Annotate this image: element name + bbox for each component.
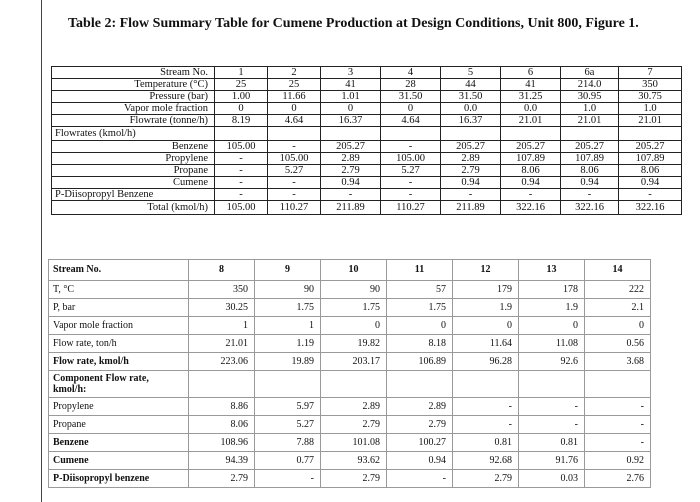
lower-cell xyxy=(519,371,585,398)
upper-cell: - xyxy=(441,189,501,201)
upper-cell: - xyxy=(381,189,441,201)
upper-cell: - xyxy=(501,189,561,201)
upper-cell xyxy=(381,127,441,141)
lower-cell: 222 xyxy=(585,281,651,299)
upper-cell: 0 xyxy=(268,103,321,115)
lower-cell: 92.68 xyxy=(453,452,519,470)
lower-cell: 0.77 xyxy=(255,452,321,470)
lower-cell: 2.79 xyxy=(453,470,519,488)
lower-cell: 21.01 xyxy=(189,335,255,353)
lower-cell: 1.9 xyxy=(519,299,585,317)
upper-cell: 1.01 xyxy=(321,91,381,103)
upper-cell: - xyxy=(619,189,682,201)
upper-cell: 107.89 xyxy=(561,153,619,165)
upper-cell: - xyxy=(268,177,321,189)
lower-cell: 7.88 xyxy=(255,434,321,452)
upper-row-label: Pressure (bar) xyxy=(52,91,215,103)
upper-cell: 31.25 xyxy=(501,91,561,103)
upper-cell: 25 xyxy=(215,79,268,91)
upper-cell: 6a xyxy=(561,67,619,79)
upper-cell: - xyxy=(268,189,321,201)
upper-cell: 322.16 xyxy=(561,201,619,215)
upper-cell: - xyxy=(268,141,321,153)
lower-row-label: P, bar xyxy=(49,299,189,317)
upper-cell: 205.27 xyxy=(501,141,561,153)
upper-cell: - xyxy=(381,177,441,189)
upper-cell: 105.00 xyxy=(381,153,441,165)
lower-cell: 30.25 xyxy=(189,299,255,317)
upper-cell: 11.66 xyxy=(268,91,321,103)
lower-cell: - xyxy=(585,398,651,416)
upper-flow-table xyxy=(51,66,682,215)
lower-cell: 96.28 xyxy=(453,353,519,371)
upper-cell: 21.01 xyxy=(501,115,561,127)
lower-cell: 2.79 xyxy=(321,470,387,488)
lower-cell: 178 xyxy=(519,281,585,299)
lower-cell: 101.08 xyxy=(321,434,387,452)
upper-cell: 21.01 xyxy=(561,115,619,127)
upper-row-label: Propylene xyxy=(52,153,215,165)
lower-row-label: T, °C xyxy=(49,281,189,299)
upper-cell: - xyxy=(215,189,268,201)
upper-cell: 0.94 xyxy=(561,177,619,189)
upper-cell xyxy=(321,127,381,141)
lower-header-stream: 11 xyxy=(387,260,453,281)
upper-cell: 5.27 xyxy=(268,165,321,177)
upper-table-row xyxy=(52,189,682,201)
lower-cell xyxy=(189,371,255,398)
upper-cell: 31.50 xyxy=(441,91,501,103)
upper-cell: 0 xyxy=(215,103,268,115)
lower-cell: 0 xyxy=(387,317,453,335)
lower-table-row xyxy=(49,353,651,371)
lower-cell: 8.86 xyxy=(189,398,255,416)
lower-cell: 0 xyxy=(519,317,585,335)
lower-cell: 2.79 xyxy=(321,416,387,434)
lower-header-stream: 12 xyxy=(453,260,519,281)
lower-cell: 3.68 xyxy=(585,353,651,371)
upper-cell: 41 xyxy=(501,79,561,91)
lower-cell: 2.79 xyxy=(189,470,255,488)
upper-cell: 0 xyxy=(381,103,441,115)
lower-cell: 19.82 xyxy=(321,335,387,353)
upper-cell: 1.00 xyxy=(215,91,268,103)
lower-cell: - xyxy=(453,416,519,434)
upper-table-row xyxy=(52,67,682,79)
upper-cell: 0.94 xyxy=(441,177,501,189)
lower-cell: 1.75 xyxy=(387,299,453,317)
upper-row-label: P-Diisopropyl Benzene xyxy=(52,189,215,201)
upper-row-label: Total (kmol/h) xyxy=(52,201,215,215)
upper-row-label: Cumene xyxy=(52,177,215,189)
upper-cell: 0.0 xyxy=(501,103,561,115)
lower-table-row xyxy=(49,281,651,299)
upper-cell: 4.64 xyxy=(268,115,321,127)
lower-row-label: Flow rate, kmol/h xyxy=(49,353,189,371)
lower-cell xyxy=(255,371,321,398)
lower-header-row xyxy=(49,260,651,281)
lower-table-row xyxy=(49,299,651,317)
upper-cell: 0.0 xyxy=(441,103,501,115)
upper-cell: 5.27 xyxy=(381,165,441,177)
upper-cell: 322.16 xyxy=(619,201,682,215)
lower-cell: 0.81 xyxy=(453,434,519,452)
lower-cell: 1.19 xyxy=(255,335,321,353)
upper-cell xyxy=(441,127,501,141)
lower-cell: 90 xyxy=(255,281,321,299)
lower-cell: 350 xyxy=(189,281,255,299)
upper-cell: 2 xyxy=(268,67,321,79)
lower-table-row xyxy=(49,335,651,353)
upper-cell: 105.00 xyxy=(215,201,268,215)
lower-header-stream: 13 xyxy=(519,260,585,281)
upper-cell: 8.06 xyxy=(501,165,561,177)
lower-row-label: Benzene xyxy=(49,434,189,452)
upper-cell: 205.27 xyxy=(441,141,501,153)
upper-table-row xyxy=(52,201,682,215)
upper-cell: 3 xyxy=(321,67,381,79)
lower-header-stream: 10 xyxy=(321,260,387,281)
lower-cell: 8.18 xyxy=(387,335,453,353)
lower-row-label: Propane xyxy=(49,416,189,434)
upper-cell: 1 xyxy=(215,67,268,79)
upper-cell: 4.64 xyxy=(381,115,441,127)
upper-cell xyxy=(268,127,321,141)
lower-cell: 203.17 xyxy=(321,353,387,371)
upper-cell: 5 xyxy=(441,67,501,79)
lower-row-label: P-Diisopropyl benzene xyxy=(49,470,189,488)
lower-cell: - xyxy=(387,470,453,488)
upper-cell: 205.27 xyxy=(561,141,619,153)
upper-cell: 110.27 xyxy=(268,201,321,215)
lower-row-label: Propylene xyxy=(49,398,189,416)
lower-table-row xyxy=(49,416,651,434)
upper-cell: 41 xyxy=(321,79,381,91)
upper-cell: - xyxy=(215,153,268,165)
upper-table-row xyxy=(52,79,682,91)
lower-cell: 1 xyxy=(255,317,321,335)
upper-cell: - xyxy=(381,141,441,153)
upper-cell: 214.0 xyxy=(561,79,619,91)
upper-table-row xyxy=(52,153,682,165)
upper-cell: 1.0 xyxy=(561,103,619,115)
upper-cell: 8.06 xyxy=(561,165,619,177)
lower-cell: 2.1 xyxy=(585,299,651,317)
upper-cell: 25 xyxy=(268,79,321,91)
lower-cell: 11.08 xyxy=(519,335,585,353)
upper-cell: 8.06 xyxy=(619,165,682,177)
lower-cell: 223.06 xyxy=(189,353,255,371)
lower-header-stream: 8 xyxy=(189,260,255,281)
lower-cell: 0.03 xyxy=(519,470,585,488)
lower-cell: - xyxy=(519,398,585,416)
upper-cell: 205.27 xyxy=(321,141,381,153)
lower-cell: 93.62 xyxy=(321,452,387,470)
lower-cell: 0.92 xyxy=(585,452,651,470)
lower-cell: - xyxy=(585,434,651,452)
upper-row-label: Flowrate (tonne/h) xyxy=(52,115,215,127)
lower-cell: 0 xyxy=(585,317,651,335)
lower-cell: 8.06 xyxy=(189,416,255,434)
lower-cell: 2.76 xyxy=(585,470,651,488)
upper-row-label: Flowrates (kmol/h) xyxy=(52,127,215,141)
upper-table-row xyxy=(52,103,682,115)
lower-header-label: Stream No. xyxy=(49,260,189,281)
lower-cell: 0.94 xyxy=(387,452,453,470)
upper-cell xyxy=(215,127,268,141)
upper-row-label: Stream No. xyxy=(52,67,215,79)
lower-cell: - xyxy=(519,416,585,434)
lower-cell: 179 xyxy=(453,281,519,299)
page-border xyxy=(41,0,42,502)
upper-cell: 105.00 xyxy=(215,141,268,153)
lower-cell xyxy=(585,371,651,398)
upper-cell xyxy=(619,127,682,141)
lower-table-row xyxy=(49,398,651,416)
upper-cell: 2.89 xyxy=(321,153,381,165)
upper-cell: 322.16 xyxy=(501,201,561,215)
upper-cell: 16.37 xyxy=(321,115,381,127)
upper-table-row xyxy=(52,127,682,141)
upper-cell: 1.0 xyxy=(619,103,682,115)
upper-cell: - xyxy=(215,165,268,177)
lower-row-label: Vapor mole fraction xyxy=(49,317,189,335)
lower-row-label: Component Flow rate, kmol/h: xyxy=(49,371,189,398)
upper-cell: 8.19 xyxy=(215,115,268,127)
lower-cell: 1.75 xyxy=(321,299,387,317)
upper-cell: 110.27 xyxy=(381,201,441,215)
upper-cell: - xyxy=(561,189,619,201)
lower-cell: 5.27 xyxy=(255,416,321,434)
upper-row-label: Temperature (°C) xyxy=(52,79,215,91)
lower-cell: 2.89 xyxy=(321,398,387,416)
lower-cell: - xyxy=(453,398,519,416)
lower-table-row xyxy=(49,317,651,335)
upper-cell: 107.89 xyxy=(619,153,682,165)
lower-cell: 92.6 xyxy=(519,353,585,371)
lower-cell: 2.79 xyxy=(387,416,453,434)
lower-table-row xyxy=(49,470,651,488)
table-title: Table 2: Flow Summary Table for Cumene Production at Design Conditions, Unit 800, Figure 1. xyxy=(68,16,639,31)
lower-cell: 5.97 xyxy=(255,398,321,416)
upper-cell: 211.89 xyxy=(321,201,381,215)
upper-table-row xyxy=(52,115,682,127)
lower-cell: 0.81 xyxy=(519,434,585,452)
lower-header-stream: 9 xyxy=(255,260,321,281)
lower-cell: 11.64 xyxy=(453,335,519,353)
upper-cell: 16.37 xyxy=(441,115,501,127)
upper-table-row xyxy=(52,141,682,153)
lower-cell: - xyxy=(585,416,651,434)
lower-cell: 100.27 xyxy=(387,434,453,452)
lower-row-label: Cumene xyxy=(49,452,189,470)
lower-cell: 19.89 xyxy=(255,353,321,371)
upper-table-row xyxy=(52,165,682,177)
upper-cell: 4 xyxy=(381,67,441,79)
lower-cell: 106.89 xyxy=(387,353,453,371)
upper-table-row xyxy=(52,91,682,103)
upper-cell: 28 xyxy=(381,79,441,91)
upper-cell: 105.00 xyxy=(268,153,321,165)
upper-cell: 2.79 xyxy=(321,165,381,177)
lower-cell: 57 xyxy=(387,281,453,299)
upper-cell: 30.75 xyxy=(619,91,682,103)
upper-cell: 350 xyxy=(619,79,682,91)
lower-flow-table xyxy=(48,259,651,488)
upper-cell: 0.94 xyxy=(619,177,682,189)
upper-cell: 7 xyxy=(619,67,682,79)
lower-table-row xyxy=(49,434,651,452)
upper-cell: 2.79 xyxy=(441,165,501,177)
upper-cell xyxy=(501,127,561,141)
lower-table-row xyxy=(49,452,651,470)
lower-cell: 90 xyxy=(321,281,387,299)
lower-cell xyxy=(321,371,387,398)
upper-cell: - xyxy=(321,189,381,201)
lower-header-stream: 14 xyxy=(585,260,651,281)
upper-row-label: Propane xyxy=(52,165,215,177)
upper-row-label: Vapor mole fraction xyxy=(52,103,215,115)
upper-row-label: Benzene xyxy=(52,141,215,153)
lower-cell xyxy=(453,371,519,398)
lower-cell: 1 xyxy=(189,317,255,335)
upper-cell: 211.89 xyxy=(441,201,501,215)
upper-cell: 2.89 xyxy=(441,153,501,165)
lower-cell: 1.9 xyxy=(453,299,519,317)
upper-cell: 6 xyxy=(501,67,561,79)
upper-cell: 0 xyxy=(321,103,381,115)
upper-cell: 0.94 xyxy=(501,177,561,189)
upper-table-row xyxy=(52,177,682,189)
lower-cell: 0 xyxy=(321,317,387,335)
lower-cell: - xyxy=(255,470,321,488)
lower-table-row xyxy=(49,371,651,398)
upper-cell: - xyxy=(215,177,268,189)
lower-row-label: Flow rate, ton/h xyxy=(49,335,189,353)
upper-cell: 44 xyxy=(441,79,501,91)
upper-cell: 30.95 xyxy=(561,91,619,103)
upper-cell: 31.50 xyxy=(381,91,441,103)
upper-cell: 107.89 xyxy=(501,153,561,165)
lower-cell xyxy=(387,371,453,398)
upper-cell: 0.94 xyxy=(321,177,381,189)
upper-cell xyxy=(561,127,619,141)
lower-cell: 91.76 xyxy=(519,452,585,470)
lower-cell: 2.89 xyxy=(387,398,453,416)
lower-cell: 94.39 xyxy=(189,452,255,470)
lower-cell: 0 xyxy=(453,317,519,335)
upper-cell: 205.27 xyxy=(619,141,682,153)
lower-cell: 1.75 xyxy=(255,299,321,317)
lower-cell: 0.56 xyxy=(585,335,651,353)
lower-cell: 108.96 xyxy=(189,434,255,452)
upper-cell: 21.01 xyxy=(619,115,682,127)
